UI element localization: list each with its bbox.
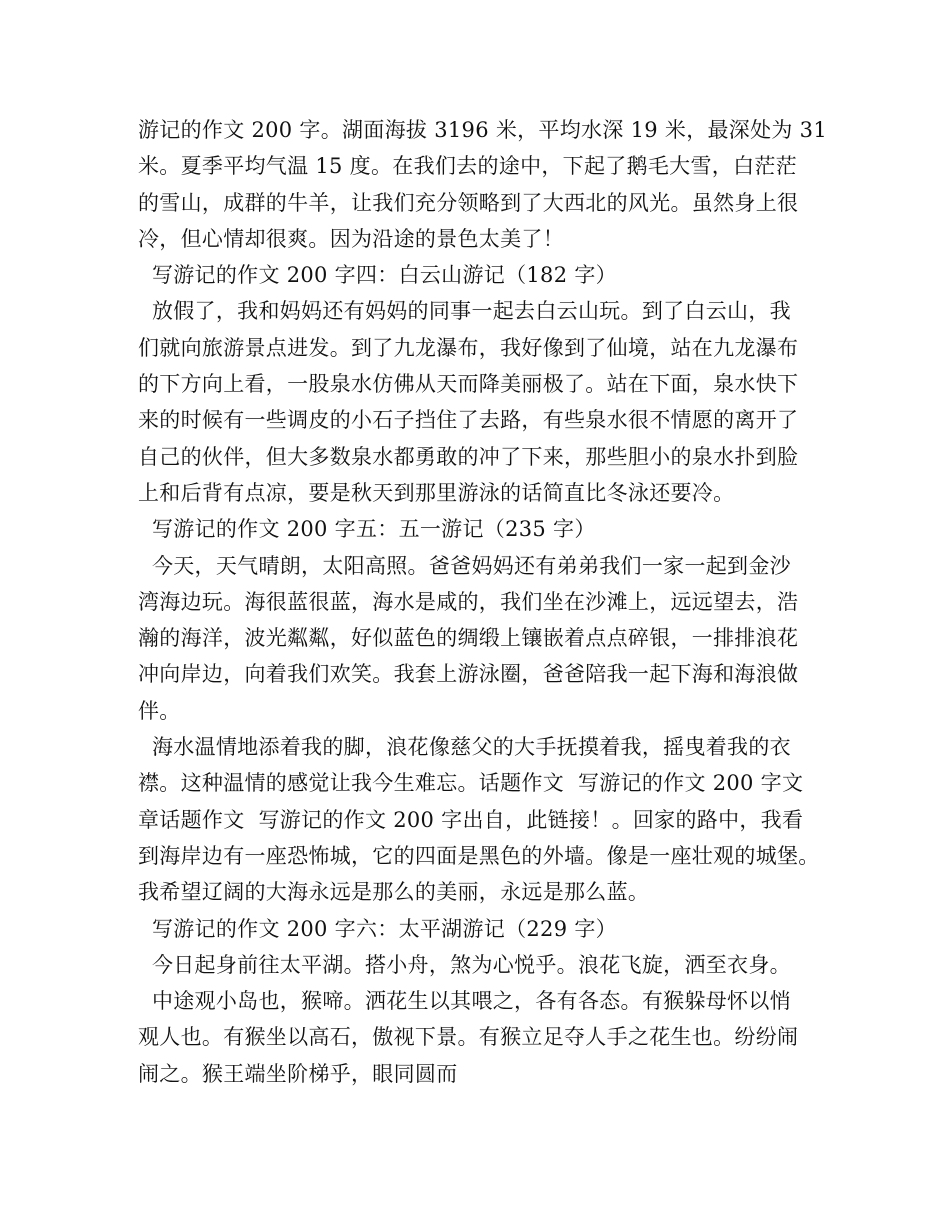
text-line: 襟。这种温情的感觉让我今生难忘。话题作文 写游记的作文 200 字文 bbox=[138, 771, 804, 796]
text-line: 今天，天气晴朗，太阳高照。爸爸妈妈还有弟弟我们一家一起到金沙 bbox=[138, 553, 791, 578]
text-line: 上和后背有点凉，要是秋天到那里游泳的话简直比冬泳还要冷。 bbox=[138, 480, 735, 505]
text-line: 冲向岸边，向着我们欢笑。我套上游泳圈，爸爸陪我一起下海和海浪做 bbox=[138, 662, 799, 687]
text-line: 的雪山，成群的牛羊，让我们充分领略到了大西北的风光。虽然身上很 bbox=[138, 190, 799, 215]
text-line: 观人也。有猴坐以高石，傲视下景。有猴立足夺人手之花生也。纷纷闹 bbox=[138, 1025, 799, 1050]
section-heading: 写游记的作文 200 字五：五一游记（235 字） bbox=[138, 517, 596, 542]
text-line: 们就向旅游景点进发。到了九龙瀑布，我好像到了仙境，站在九龙瀑布 bbox=[138, 335, 799, 360]
section-heading: 写游记的作文 200 字四：白云山游记（182 字） bbox=[138, 263, 617, 288]
text-line: 放假了，我和妈妈还有妈妈的同事一起去白云山玩。到了白云山，我 bbox=[138, 299, 791, 324]
text-line: 自己的伙伴，但大多数泉水都勇敢的冲了下来，那些胆小的泉水扑到脸 bbox=[138, 444, 799, 469]
text-line: 冷，但心情却很爽。因为沿途的景色太美了！ bbox=[138, 226, 564, 251]
text-line: 闹之。猴王端坐阶梯乎，眼同圆而 bbox=[138, 1061, 458, 1086]
section-heading: 写游记的作文 200 字六：太平湖游记（229 字） bbox=[138, 916, 617, 941]
text-line: 到海岸边有一座恐怖城，它的四面是黑色的外墙。像是一座壮观的城堡。 bbox=[138, 843, 820, 868]
text-line: 湾海边玩。海很蓝很蓝，海水是咸的，我们坐在沙滩上，远远望去，浩 bbox=[138, 589, 799, 614]
text-line: 的下方向上看，一股泉水仿佛从天而降美丽极了。站在下面，泉水快下 bbox=[138, 372, 799, 397]
text-line: 瀚的海洋，波光粼粼，好似蓝色的绸缎上镶嵌着点点碎银，一排排浪花 bbox=[138, 626, 799, 651]
text-line: 今日起身前往太平湖。搭小舟，煞为心悦乎。浪花飞旋，洒至衣身。 bbox=[138, 952, 791, 977]
text-line: 海水温情地添着我的脚，浪花像慈父的大手抚摸着我，摇曳着我的衣 bbox=[138, 735, 791, 760]
text-line: 伴。 bbox=[138, 698, 181, 723]
text-line: 章话题作文 写游记的作文 200 字出自，此链接！。回家的路中，我看 bbox=[138, 807, 804, 832]
text-line: 米。夏季平均气温 15 度。在我们去的途中，下起了鹅毛大雪，白茫茫 bbox=[138, 154, 797, 179]
text-line: 游记的作文 200 字。湖面海拔 3196 米，平均水深 19 米，最深处为 31 bbox=[138, 118, 827, 142]
document-body bbox=[138, 112, 827, 1092]
text-line: 中途观小岛也，猴啼。洒花生以其喂之，各有各态。有猴躲母怀以悄 bbox=[138, 989, 791, 1014]
text-line: 我希望辽阔的大海永远是那么的美丽，永远是那么蓝。 bbox=[138, 880, 650, 905]
text-line: 来的时候有一些调皮的小石子挡住了去路，有些泉水很不情愿的离开了 bbox=[138, 408, 799, 433]
